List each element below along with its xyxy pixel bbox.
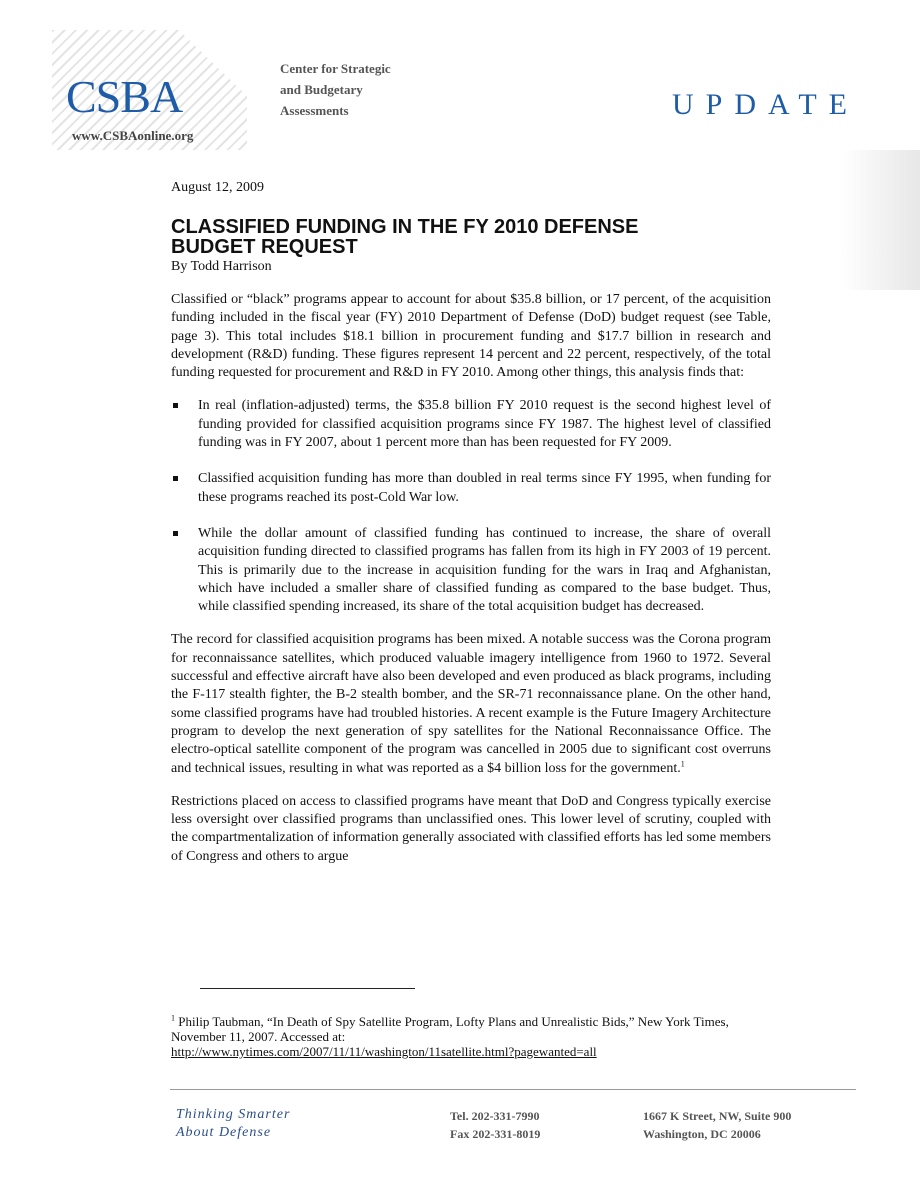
intro-paragraph: Classified or “black” programs appear to account for about $35.8 billion, or 17 percent, of the acquisition funding included in the fiscal year (FY) 2010 Department of Defense (DoD) budget request (see Table, page 3). This total includes $18.1 billion in procurement funding and $17.7 billion in research and development (R&D) funding. These figures represent 14 percent and 22 percent, respectively, of the total funding requested for procurement and R&D in FY 2010. Among other things, this analysis finds that: [171, 292, 771, 381]
square-bullet-icon [173, 531, 178, 536]
finding-item [171, 470, 771, 507]
address-line-2: Washington, DC 20006 [643, 1127, 761, 1141]
footer-tagline [176, 1106, 290, 1142]
footnote-marker: 1 [171, 1013, 175, 1023]
footnote [171, 1014, 771, 1059]
tagline-line-2: About Defense [176, 1125, 272, 1140]
finding-item [171, 397, 771, 452]
website-link[interactable]: www.CSBAonline.org [72, 128, 194, 143]
square-bullet-icon [173, 403, 178, 408]
footnote-divider [200, 988, 415, 989]
footnote-url-link[interactable]: http://www.nytimes.com/2007/11/11/washington/11satellite.html?pagewanted=all [171, 1044, 597, 1059]
finding-text: In real (inflation-adjusted) terms, the $35.8 billion FY 2010 request is the second highest level of funding provided for classified acquisition programs since FY 1987. The highest level of classified funding was in FY 2007, about 1 percent more than has been requested for FY 2009. [198, 398, 771, 451]
organization-name [280, 58, 480, 121]
finding-item [171, 525, 771, 616]
article-byline: By Todd Harrison [171, 259, 272, 274]
org-line-1: Center for Strategic [280, 61, 391, 76]
address-line-1: 1667 K Street, NW, Suite 900 [643, 1109, 792, 1123]
tagline-line-1: Thinking Smarter [176, 1107, 291, 1122]
footnote-reference[interactable]: 1 [680, 758, 685, 768]
article-title [171, 217, 771, 257]
org-line-3: Assessments [280, 103, 349, 118]
title-line-1: CLASSIFIED FUNDING IN THE FY 2010 DEFENSE [171, 216, 639, 238]
footer-contact-numbers [450, 1107, 540, 1143]
oversight-paragraph: Restrictions placed on access to classified programs have meant that DoD and Congress typically exercise less oversight over classified programs than unclassified ones. This lower level of scrutiny, coupled with the compartmentalization of information generally associated with classified efforts has led some members of Congress and others to argue [171, 793, 771, 864]
title-line-2: BUDGET REQUEST [171, 236, 358, 258]
header-shade-decoration [840, 150, 920, 290]
csba-logo: CSBA [66, 71, 183, 122]
findings-list [171, 397, 771, 616]
footnote-text: Philip Taubman, “In Death of Spy Satellite Program, Lofty Plans and Unrealistic Bids,” New York Times, November 11, 2007. Accessed at: [171, 1014, 729, 1044]
org-line-2: and Budgetary [280, 82, 363, 97]
finding-text: While the dollar amount of classified funding has continued to increase, the share of overall acquisition funding directed to classified programs has fallen from its high in FY 2003 of 19 percent. This is primarily due to the increase in acquisition funding for the wars in Iraq and Afghanistan, which have included a smaller share of classified funding as compared to the base budget. Thus, while classified spending increased, its share of the total acquisition budget has decreased. [198, 525, 771, 615]
footer-divider [170, 1089, 856, 1090]
footer-address [643, 1107, 791, 1143]
telephone-number: Tel. 202-331-7990 [450, 1109, 540, 1123]
record-paragraph [171, 631, 771, 777]
article-date: August 12, 2009 [171, 180, 264, 195]
fax-number: Fax 202-331-8019 [450, 1127, 541, 1141]
square-bullet-icon [173, 476, 178, 481]
record-paragraph-text: The record for classified acquisition programs has been mixed. A notable success was the Corona program for reconnaissance satellites, which produced valuable imagery intelligence from 1960 to 1972. Several successful and effective aircraft have also been developed and even produced as black programs, including the F-117 stealth fighter, the B-2 stealth bomber, and the SR-71 reconnaissance plane. On the other hand, some classified programs have had troubled histories. A recent example is the Future Imagery Architecture program to develop the next generation of spy satellites for the National Reconnaissance Office. The electro-optical satellite component of the program was cancelled in 2005 due to significant cost overruns and technical issues, resulting in what was reported as a $4 billion loss for the government. [171, 632, 771, 776]
finding-text: Classified acquisition funding has more than doubled in real terms since FY 1995, when funding for these programs reached its post-Cold War low. [198, 471, 771, 505]
update-heading: UPDATE [672, 88, 860, 121]
article-body [171, 180, 771, 881]
